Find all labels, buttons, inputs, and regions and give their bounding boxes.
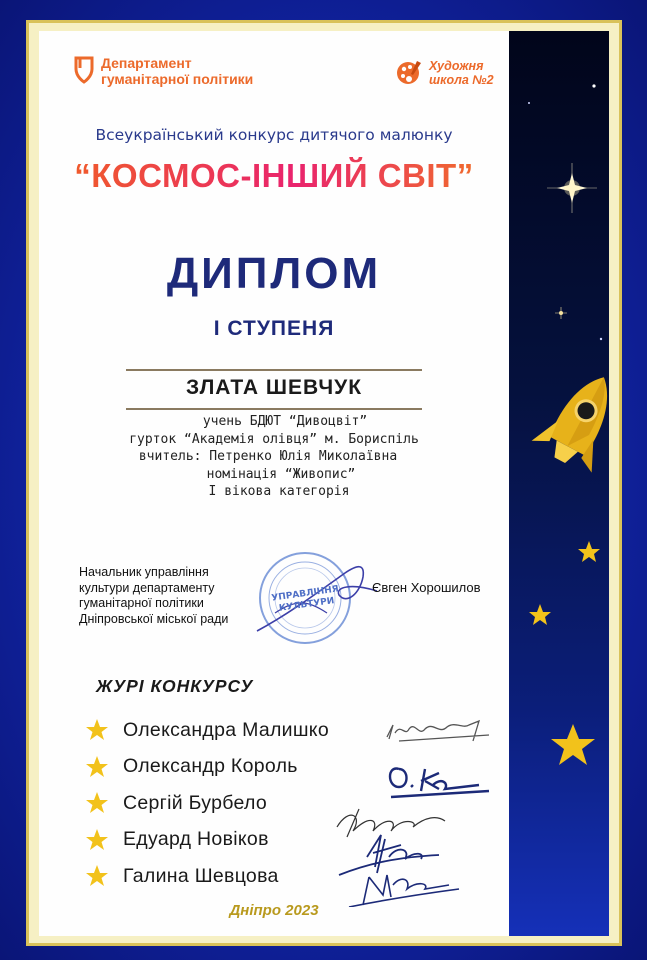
winner-top-rule [126,369,422,371]
city-year: Дніпро 2023 [229,902,319,919]
diploma-title: ДИПЛОМ [166,249,382,298]
jury-signatures [329,707,509,907]
jury-member-name: Сергій Бурбело [123,791,268,814]
jury-member [85,749,329,786]
chief-name: Євген Хорошилов [372,580,481,595]
winner-details [39,413,509,501]
star-icon [85,791,109,815]
signature-icon [390,769,489,797]
detail-line: вчитель: Петренко Юлія Миколаївна [138,449,398,464]
contest-title-text: “КОСМОС-ІНШИЙ СВІТ” [74,157,474,194]
star-icon [85,828,109,852]
star-icon [85,755,109,779]
stamp-text: УПРАВЛІННЯ КУЛЬТУРИ [270,584,340,614]
chief-title-line: Дніпровської міської ради [79,611,229,626]
sparkle-icon [547,163,597,213]
chief-title-line: Начальник управління [79,565,209,579]
winner-bottom-rule [126,408,422,410]
department-logo [73,55,253,87]
signature-icon [339,835,439,875]
space-panel [509,31,609,936]
jury-member-name: Галина Шевцова [123,864,279,887]
school-line-1: Художня [429,59,484,73]
detail-line: І вікова категорія [208,484,350,499]
jury-member-name: Олександр Король [123,755,298,778]
sparkle-icon [528,84,602,340]
department-name [101,55,253,87]
school-name [429,59,494,87]
school-line-2: школа №2 [429,73,494,87]
rocket-icon [530,361,609,476]
winner-name: ЗЛАТА ШЕВЧУК [185,376,363,399]
signature-icon [337,809,445,837]
diploma-degree: І СТУПЕНЯ [213,317,335,340]
jury-member-name: Едуард Новіков [123,828,269,851]
jury-title: ЖУРІ КОНКУРСУ [96,676,254,696]
department-line-1: Департамент [101,55,192,71]
jury-member [85,822,329,859]
chief-title-line: гуманітарної політики [79,596,204,610]
chief-title [79,565,228,627]
star-icon [529,541,600,765]
jury-member-name: Олександра Малишко [123,718,329,741]
space-illustration [509,31,609,936]
signature-icon [387,721,489,741]
jury-member [85,858,329,895]
jury-member [85,785,329,822]
detail-line: учень БДЮТ “Дивоцвіт” [202,414,368,429]
department-logo-icon [73,55,95,85]
detail-line: гурток “Академія олівця” м. Бориспіль [129,431,419,447]
chief-title-line: культури департаменту [79,580,215,595]
art-palette-icon [395,59,423,87]
school-logo [395,59,494,87]
detail-line: номінація “Живопис” [206,466,356,482]
contest-title [39,157,509,195]
contest-subtitle: Всеукраїнський конкурс дитячого малюнку [95,126,453,144]
jury-list [85,712,329,895]
department-line-2: гуманітарної політики [101,71,254,87]
star-icon [85,718,109,742]
jury-member [85,712,329,749]
diploma-paper [39,31,509,936]
star-icon [85,864,109,888]
diploma-sheet [26,20,622,946]
